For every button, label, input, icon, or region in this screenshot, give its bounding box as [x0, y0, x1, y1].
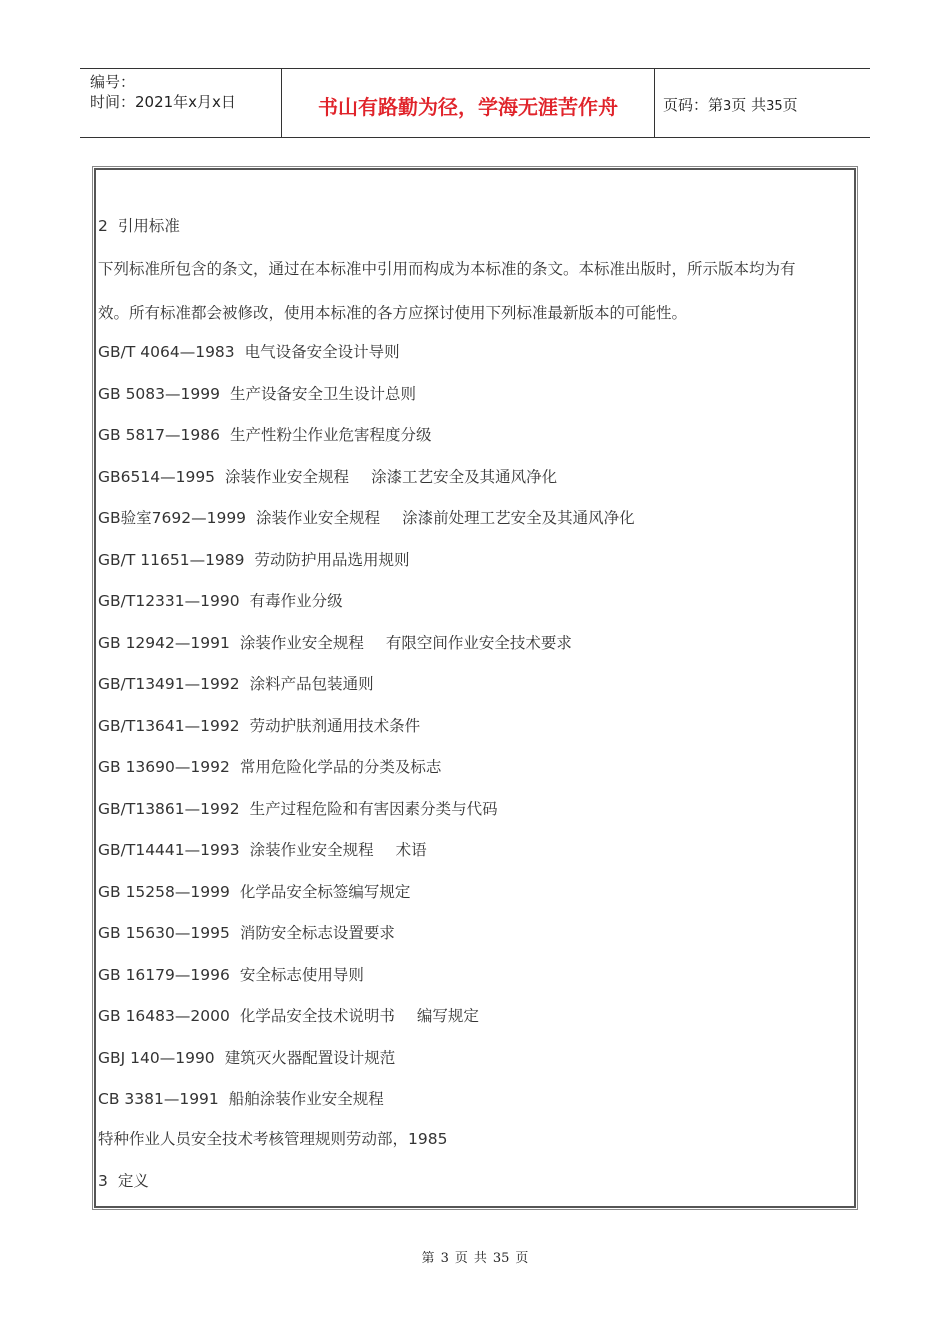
- standard-title: 电气设备安全设计导则: [244, 343, 400, 361]
- standard-item: [98, 506, 635, 528]
- header-page-number: [663, 94, 798, 115]
- standard-item: [98, 589, 365, 611]
- standard-title: 生产设备安全卫生设计总则: [229, 384, 416, 403]
- content-box: [94, 168, 856, 1208]
- standard-title: 常用危险化学品的分类及标志: [239, 758, 442, 776]
- standard-title: 建筑灭火器配置设计规范: [224, 1048, 396, 1067]
- header-page-cell: [655, 69, 870, 137]
- standard-item: [98, 921, 417, 943]
- header-meta-cell: [80, 69, 282, 137]
- section-title: 引用标准: [117, 217, 180, 235]
- standard-item: [98, 548, 432, 570]
- standard-item: [98, 755, 463, 777]
- standard-title: 涂装作业安全规程: [225, 467, 350, 486]
- standard-item: [98, 631, 572, 653]
- standard-title: 有毒作业分级: [249, 592, 343, 610]
- section-number: 2: [98, 217, 108, 235]
- footer-page-current: 3: [440, 1251, 449, 1266]
- page-mid: 页 共: [731, 96, 767, 114]
- standard-item: [98, 714, 442, 736]
- page-end: 页: [782, 96, 798, 114]
- standard-title: 劳动防护用品选用规则: [254, 550, 410, 569]
- standard-code: GB/T 11651—1989: [98, 550, 245, 569]
- standard-item: [98, 465, 557, 487]
- standard-extra: 编写规定: [416, 1007, 479, 1025]
- section-title: 定义: [117, 1172, 149, 1190]
- standard-code: GB 16179—1996: [98, 965, 230, 984]
- standard-item: [98, 1087, 406, 1109]
- intro-line-2: 效。所有标准都会被修改，使用本标准的各方应探讨使用下列标准最新版本的可能性。: [98, 304, 688, 322]
- standard-title: 化学品安全技术说明书: [239, 1007, 395, 1025]
- page-header: [80, 68, 870, 138]
- standard-item: [98, 672, 396, 694]
- standard-item: [98, 382, 438, 404]
- standard-extra: 有限空间作业安全技术要求: [385, 633, 572, 652]
- page-current: 3: [723, 99, 732, 114]
- standard-code: GBJ 140—1990: [98, 1048, 215, 1067]
- standard-code: GB6514—1995: [98, 467, 216, 486]
- standard-code: GB/T13641—1992: [98, 716, 240, 735]
- standard-item: [98, 423, 453, 445]
- standard-code: GB/T 4064—1983: [98, 343, 235, 361]
- page-total: 35: [766, 99, 783, 114]
- standard-extra: 涂漆前处理工艺安全及其通风净化: [402, 509, 635, 527]
- standard-title: 涂装作业安全规程: [249, 841, 374, 859]
- section-2-heading: [98, 214, 180, 236]
- document-number-label: 编号：: [90, 73, 136, 91]
- footer-page-total: 35: [492, 1251, 510, 1266]
- standard-code: CB 3381—1991: [98, 1090, 219, 1108]
- standard-extra: 涂漆工艺安全及其通风净化: [371, 467, 558, 486]
- standard-title: 劳动护肤剂通用技术条件: [249, 716, 421, 735]
- standard-code: GB 15258—1999: [98, 882, 230, 901]
- footer-text-di: 第: [421, 1251, 435, 1266]
- standard-code: GB/T12331—1990: [98, 592, 240, 610]
- regulation-line: 特种作业人员安全技术考核管理规则劳动部，1985: [98, 1130, 448, 1148]
- standard-title: 安全标志使用导则: [239, 965, 364, 984]
- standard-code: GB 5083—1999: [98, 384, 220, 403]
- page-label: 页码：第: [663, 96, 724, 114]
- standard-code: GB 5817—1986: [98, 426, 220, 444]
- standard-item: [98, 1004, 479, 1026]
- standard-item: [98, 797, 520, 819]
- footer-text-ye-end: 页: [515, 1251, 529, 1266]
- section-3-heading: [98, 1169, 149, 1191]
- standard-item: [98, 1046, 417, 1068]
- standard-item: [98, 963, 386, 985]
- standard-title: 涂装作业安全规程: [256, 509, 381, 527]
- section-number: 3: [98, 1172, 108, 1190]
- standard-item: [98, 838, 427, 860]
- standard-item: [98, 340, 422, 362]
- footer-text-ye: 页: [454, 1251, 468, 1266]
- standard-code: GB 15630—1995: [98, 924, 230, 942]
- standard-code: GB 13690—1992: [98, 758, 230, 776]
- standard-code: GB/T14441—1993: [98, 841, 240, 859]
- document-time-label: 时间：2021年x月x日: [90, 93, 236, 111]
- standard-code: GB 12942—1991: [98, 633, 230, 652]
- header-motto-cell: [282, 69, 655, 137]
- standard-extra: 术语: [395, 841, 427, 859]
- standard-title: 生产性粉尘作业危害程度分级: [229, 426, 432, 444]
- motto-text: 书山有路勤为径，学海无涯苦作舟: [318, 95, 618, 119]
- standard-item: [98, 880, 432, 902]
- standard-title: 消防安全标志设置要求: [239, 924, 395, 942]
- page-footer: [0, 1247, 950, 1266]
- standard-code: GB/T13861—1992: [98, 799, 240, 818]
- footer-text-gong: 共: [473, 1251, 487, 1266]
- standard-title: 船舶涂装作业安全规程: [228, 1090, 384, 1108]
- standard-code: GB验室7692—1999: [98, 509, 247, 527]
- standard-title: 涂装作业安全规程: [239, 633, 364, 652]
- standard-code: GB/T13491—1992: [98, 675, 240, 693]
- standard-title: 生产过程危险和有害因素分类与代码: [249, 799, 498, 818]
- standard-title: 涂料产品包装通则: [249, 675, 374, 693]
- standard-title: 化学品安全标签编写规定: [239, 882, 411, 901]
- intro-line-1: 下列标准所包含的条文，通过在本标准中引用而构成为本标准的条文。本标准出版时，所示版本均为有: [98, 260, 796, 278]
- standard-code: GB 16483—2000: [98, 1007, 230, 1025]
